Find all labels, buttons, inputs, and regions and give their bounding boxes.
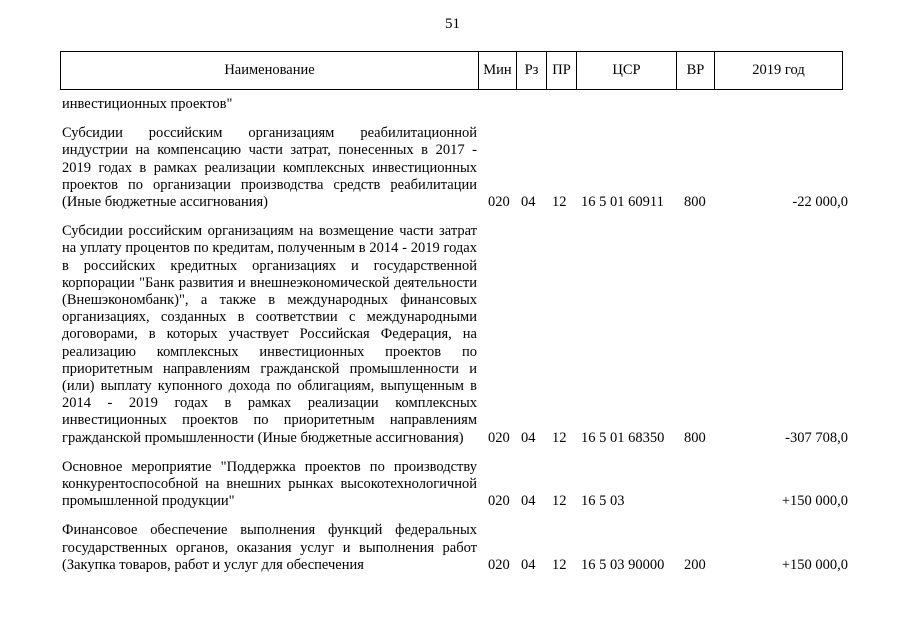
row-vr: 800 [684,194,706,211]
table-row [62,125,848,211]
row-min: 020 [488,556,510,573]
header-pr: ПР [547,52,577,90]
row-name: инвестиционных проектов" [62,96,233,112]
header-vr: ВР [677,52,715,90]
row-min: 020 [488,429,510,446]
row-vr: 800 [684,429,706,446]
table-row [62,459,848,511]
row-min: 020 [488,194,510,211]
row-pr: 12 [552,556,567,573]
row-rz: 04 [521,194,536,211]
row-pr: 12 [552,493,567,510]
row-csr: 16 5 03 90000 [581,556,665,573]
row-pr: 12 [552,194,567,211]
header-year: 2019 год [715,52,843,90]
header-name: Наименование [61,52,479,90]
row-name: Субсидии российским организациям реабилитационной индустрии на компенсацию части затрат, понесенных в 2017 - 2019 годах в рамках реализации комплексных инвестиционных проектов по организации производства средств реабилитации (Иные бюджетные ассигнования) [62,125,477,211]
row-name: Финансовое обеспечение выполнения функций федеральных государственных органов, оказания услуг и выполнения работ (Закупка товаров, работ и услуг для обеспечения [62,522,477,573]
row-vr: 200 [684,556,706,573]
header-rz: Рз [517,52,547,90]
row-rz: 04 [521,429,536,446]
header-min: Мин [479,52,517,90]
table-row [62,522,848,574]
row-csr: 16 5 01 60911 [581,194,664,211]
table-row [62,223,848,447]
table-body [62,96,848,574]
row-amount: -307 708,0 [785,429,848,446]
row-min: 020 [488,493,510,510]
row-name: Субсидии российским организациям на возмещение части затрат на уплату процентов по кредитам, полученным в 2014 - 2019 годах в российских кредитных организациях и государственной корпорации "Банк развития и внешнеэкономической деятельности (Внешэкономбанк)", а также в международных финансовых организациях, созданных в соответствии с международными договорами, в которых участвует Российская Федерация, на реализацию комплексных инвестиционных проектов по приоритетным направлениям гражданской промышленности и (или) выплату купонного дохода по облигациям, выпущенным в 2014 - 2019 годах в рамках реализации комплексных инвестиционных проектов по приоритетным направлениям гражданской промышленности (Иные бюджетные ассигнования) [62,223,477,446]
row-amount: -22 000,0 [792,194,848,211]
row-amount: +150 000,0 [781,556,848,573]
header-csr: ЦСР [577,52,677,90]
row-rz: 04 [521,556,536,573]
row-name: Основное мероприятие "Поддержка проектов по производству конкурентоспособной на внешних рынках высокотехнологичной промышленной продукции" [62,458,477,510]
table-header [60,51,843,90]
page-number: 51 [445,16,460,32]
table-row [62,96,848,113]
row-csr: 16 5 01 68350 [581,429,665,446]
row-csr: 16 5 03 [581,493,625,510]
row-rz: 04 [521,493,536,510]
row-pr: 12 [552,429,567,446]
row-amount: +150 000,0 [781,493,848,510]
